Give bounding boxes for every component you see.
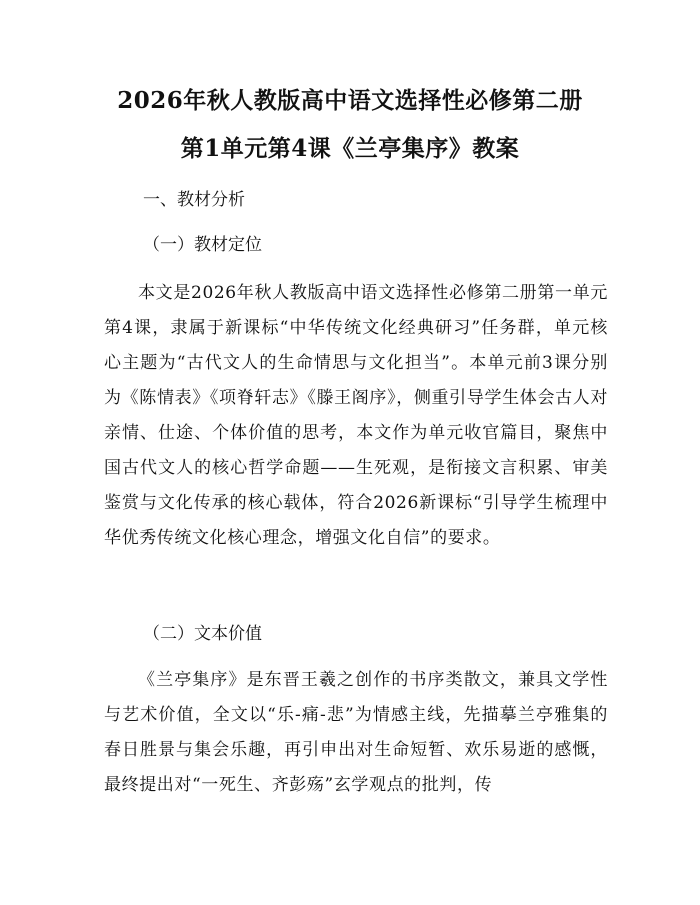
subsection-heading-positioning: （一）教材定位 — [143, 235, 262, 255]
document-title-line-2: 第1单元第4课《兰亭集序》教案 — [180, 135, 520, 162]
positioning-paragraph: 本文是2026年秋人教版高中语文选择性必修第二册第一单元第4课，隶属于新课标“中华传统文化经典研习”任务群，单元核心主题为“古代文人的生命情思与文化担当”。本单元前3课分别为《陈情表》《项脊轩志》《滕王阁序》，侧重引导学生体会古人对亲情、仕途、个体价值的思考，本文作为单元收官篇目，聚焦中国古代文人的核心哲学命题——生死观，是衔接文言积累、审美鉴赏与文化传承的核心载体，符合2026新课标“引导学生梳理中华优秀传统文化核心理念，增强文化自信”的要求。 — [104, 283, 608, 548]
section-heading-materials-analysis: 一、教材分析 — [143, 190, 245, 210]
document-title-line-1: 2026年秋人教版高中语文选择性必修第二册 — [117, 87, 583, 114]
subsection-heading-text-value: （二）文本价值 — [143, 624, 262, 644]
text-value-paragraph: 《兰亭集序》是东晋王羲之创作的书序类散文，兼具文学性与艺术价值，全文以“乐-痛-悲”为情感主线，先描摹兰亭雅集的春日胜景与集会乐趣，再引申出对生命短暂、欢乐易逝的感慨，最终提出对“一死生、齐彭殇”玄学观点的批判，传 — [104, 670, 608, 795]
